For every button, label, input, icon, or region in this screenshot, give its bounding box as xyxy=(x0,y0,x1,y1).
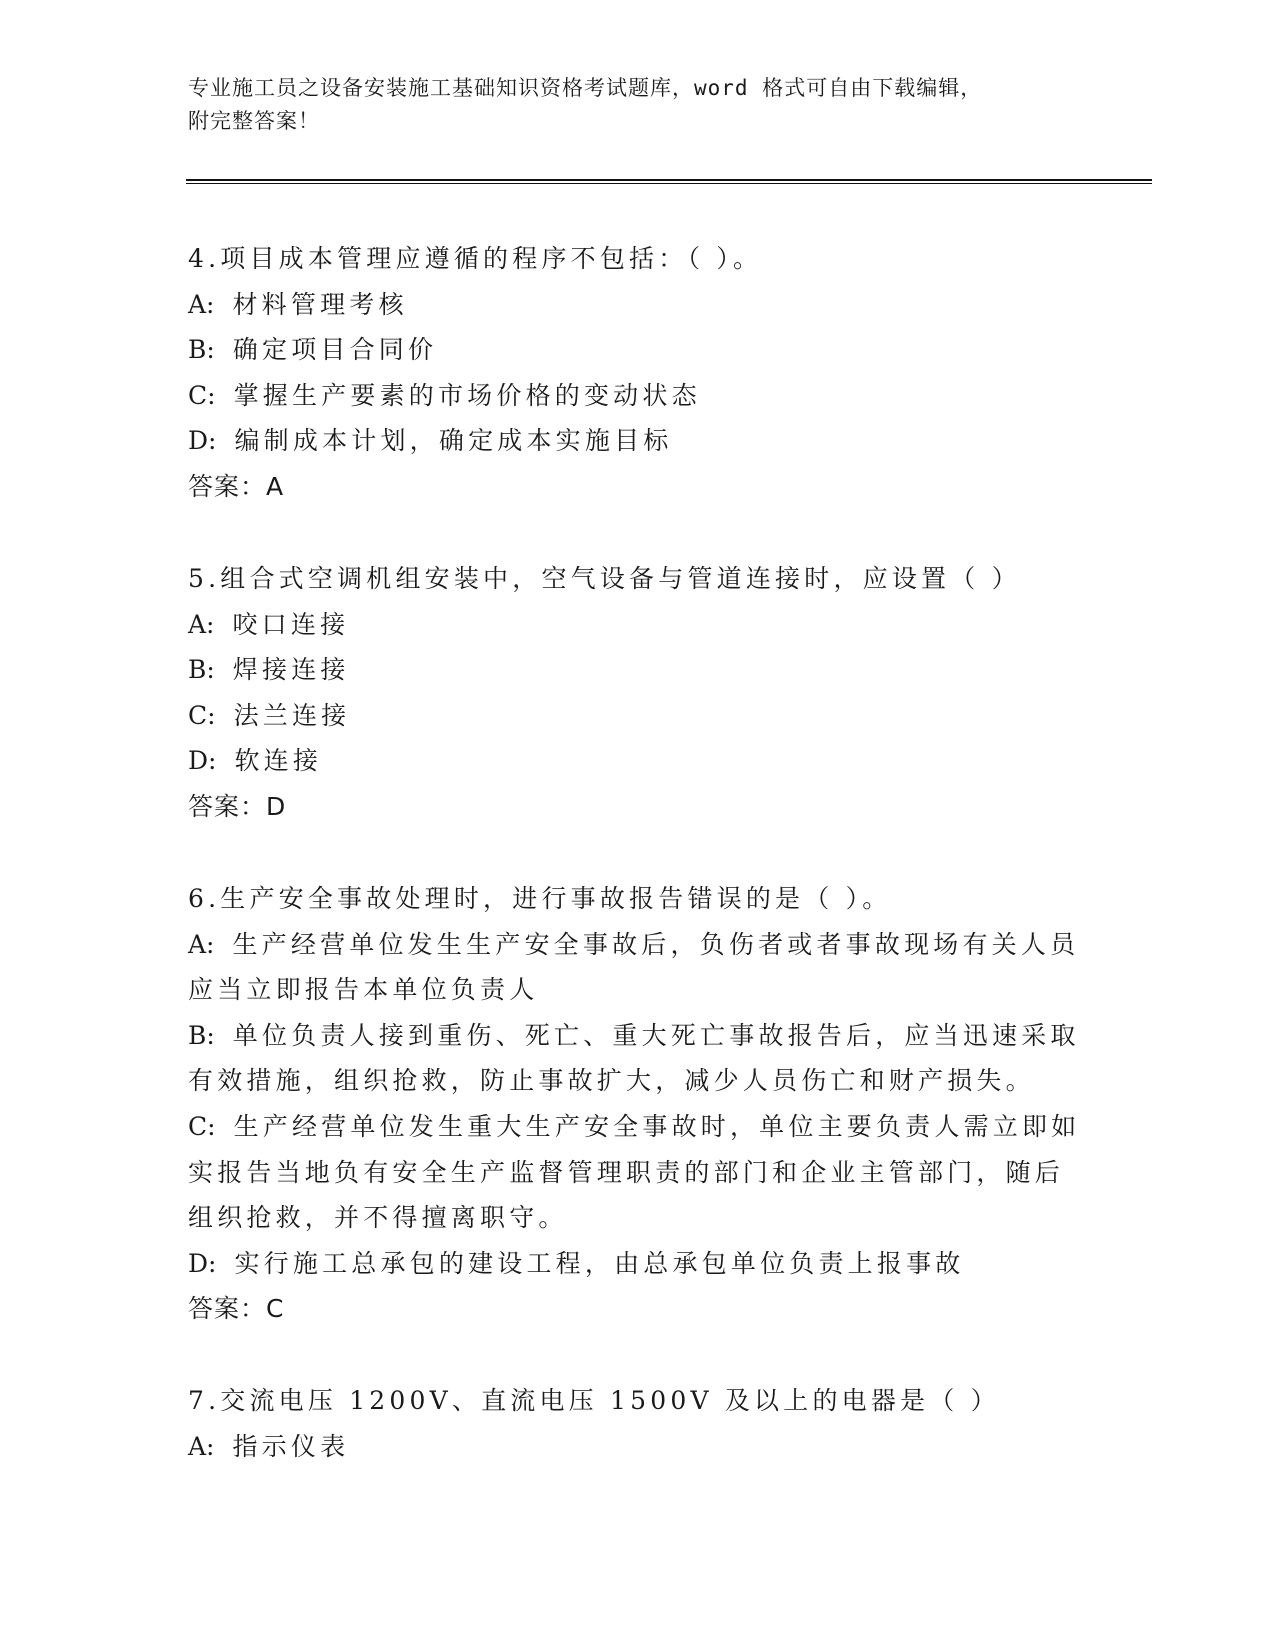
option-text: 生产经营单位发生生产安全事故后，负伤者或者事故现场有关人员应当立即报告本单位负责人 xyxy=(188,929,1080,1005)
option-text: 指示仪表 xyxy=(232,1431,350,1461)
option-text: 掌握生产要素的市场价格的变动状态 xyxy=(233,380,701,410)
header-line-1: 专业施工员之设备安装施工基础知识资格考试题库，word 格式可自由下载编辑， xyxy=(188,76,983,100)
answer: 答案：D xyxy=(188,791,287,821)
option-b xyxy=(188,647,1088,693)
option-text: 生产经营单位发生重大生产安全事故时，单位主要负责人需立即如实报告当地负有安全生产监督管理职责的部门和企业主管部门，随后组织抢救，并不得擅离职守。 xyxy=(188,1111,1081,1233)
question-4 xyxy=(188,236,1088,510)
option-d xyxy=(188,738,1088,784)
option-c xyxy=(188,693,1088,739)
option-text: 焊接连接 xyxy=(232,655,350,685)
question-7 xyxy=(188,1378,1088,1469)
option-letter: B: xyxy=(188,1020,215,1050)
option-letter: D: xyxy=(188,1248,217,1278)
option-letter: D: xyxy=(188,746,217,776)
option-letter: C: xyxy=(188,380,216,410)
option-letter: C: xyxy=(188,1111,216,1141)
answer: 答案：C xyxy=(188,1294,285,1324)
option-c xyxy=(188,1104,1088,1241)
document-header xyxy=(188,72,1068,138)
option-letter: A: xyxy=(188,1431,215,1461)
header-divider xyxy=(186,179,1152,184)
option-text: 咬口连接 xyxy=(232,609,350,639)
option-d xyxy=(188,418,1088,464)
answer: 答案：A xyxy=(188,471,285,501)
question-5 xyxy=(188,556,1088,830)
option-letter: A: xyxy=(188,289,215,319)
option-letter: A: xyxy=(188,929,215,959)
option-letter: D: xyxy=(188,426,217,456)
option-a xyxy=(188,282,1088,328)
option-d xyxy=(188,1241,1088,1287)
question-stem: 5.组合式空调机组安装中，空气设备与管道连接时，应设置（ ） xyxy=(188,564,1021,593)
question-stem: 7.交流电压 1200V、直流电压 1500V 及以上的电器是（ ） xyxy=(188,1386,1000,1415)
option-text: 确定项目合同价 xyxy=(232,335,438,365)
option-letter: B: xyxy=(188,655,215,685)
header-line-2: 附完整答案！ xyxy=(188,109,320,133)
question-6 xyxy=(188,876,1088,1332)
option-text: 单位负责人接到重伤、死亡、重大死亡事故报告后，应当迅速采取有效措施，组织抢救，防止事故扩大，减少人员伤亡和财产损失。 xyxy=(188,1020,1080,1096)
option-b xyxy=(188,327,1088,373)
question-stem: 6.生产安全事故处理时，进行事故报告错误的是（ ）。 xyxy=(188,884,892,913)
option-letter: B: xyxy=(188,335,215,365)
option-letter: C: xyxy=(188,700,216,730)
option-text: 编制成本计划，确定成本实施目标 xyxy=(234,426,673,456)
question-stem: 4.项目成本管理应遵循的程序不包括：（ ）。 xyxy=(188,244,763,273)
option-c xyxy=(188,373,1088,419)
option-a xyxy=(188,922,1088,1013)
option-b xyxy=(188,1013,1088,1104)
option-a xyxy=(188,1424,1088,1470)
option-text: 材料管理考核 xyxy=(232,289,408,319)
option-letter: A: xyxy=(188,609,215,639)
option-text: 软连接 xyxy=(234,746,323,776)
option-text: 法兰连接 xyxy=(233,700,351,730)
option-a xyxy=(188,602,1088,648)
option-text: 实行施工总承包的建设工程，由总承包单位负责上报事故 xyxy=(234,1248,965,1278)
